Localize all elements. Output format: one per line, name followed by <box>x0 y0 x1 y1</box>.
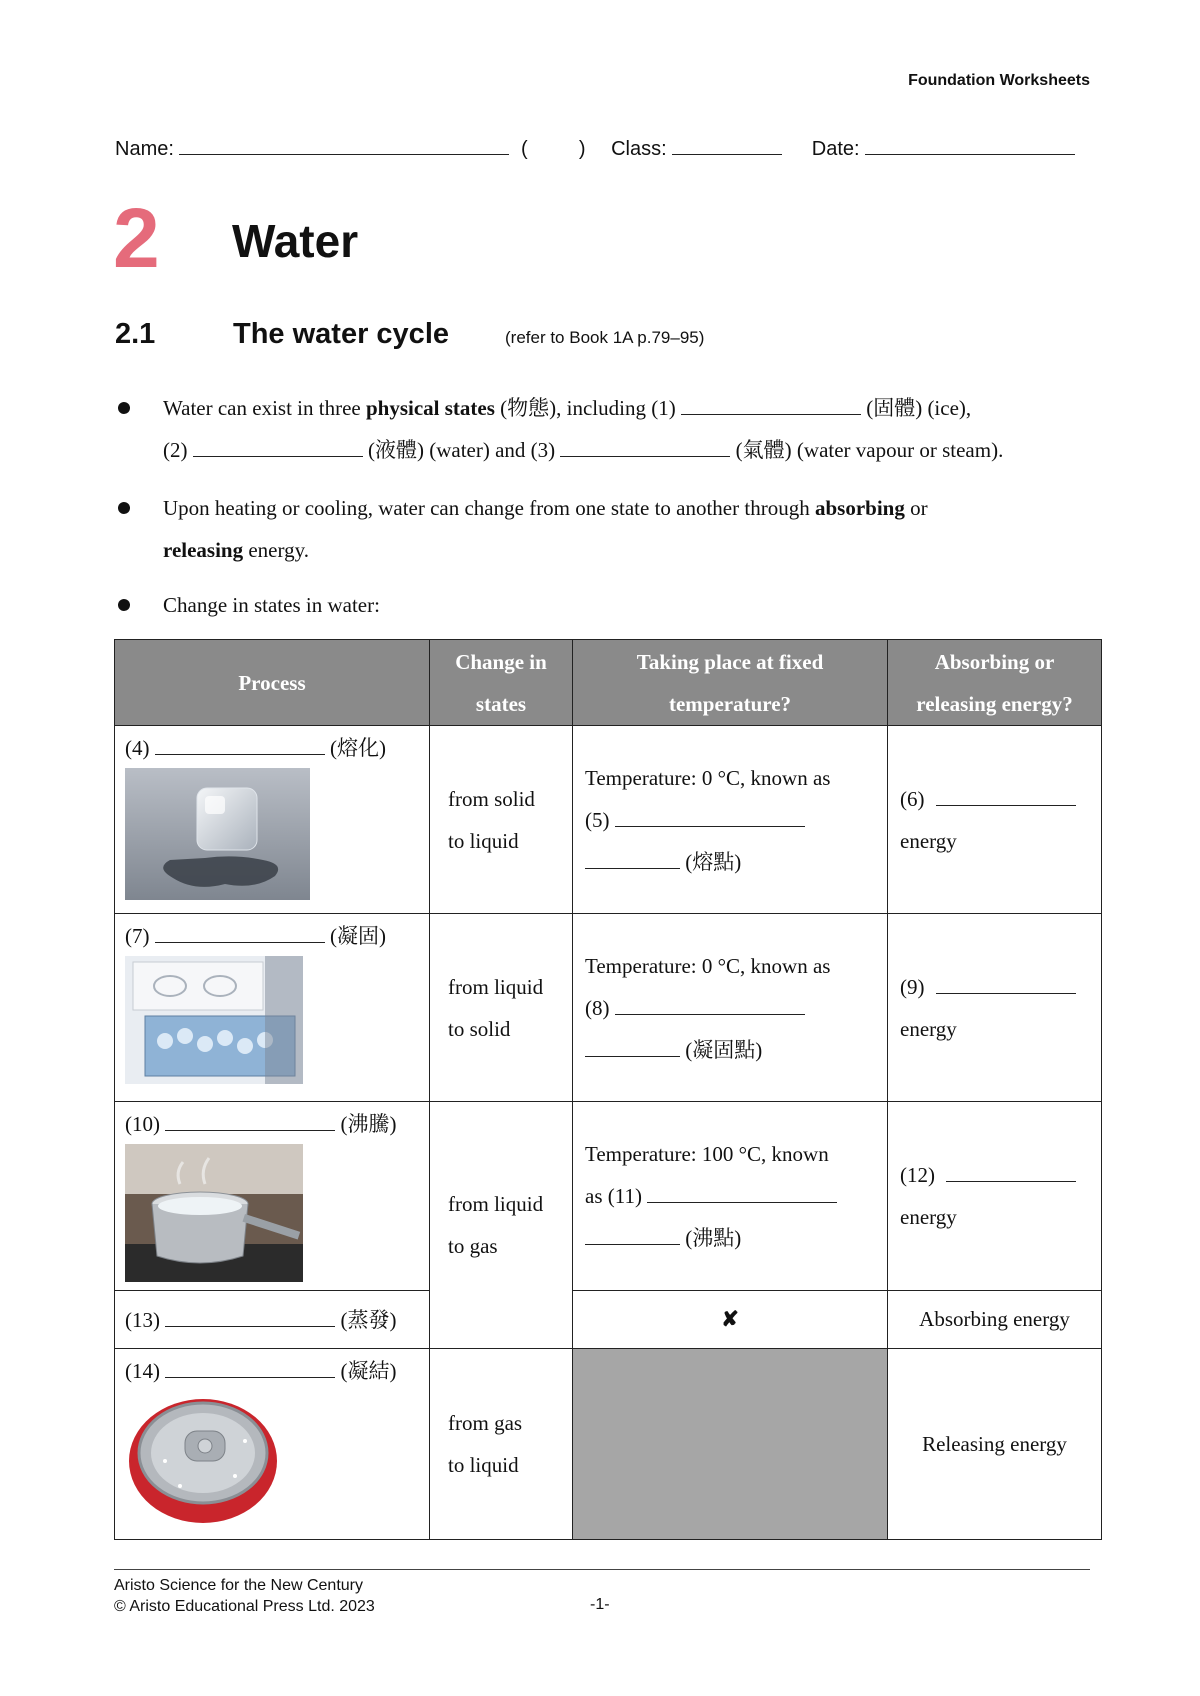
blank-1 <box>681 414 861 415</box>
change-cell-boiling-evaporation: from liquid to gas <box>430 1102 573 1349</box>
change-cell-melting: from solid to liquid <box>430 726 573 914</box>
bullet-physical-states <box>163 387 1003 471</box>
text-span: (物態), including (1) <box>494 396 681 420</box>
bold-term-absorbing: absorbing <box>814 496 905 520</box>
chapter-title: Water <box>232 215 359 267</box>
blank-10 <box>165 1130 335 1131</box>
class-label: Class: <box>611 138 667 160</box>
blank-4 <box>155 754 325 755</box>
freezer-ice-tray-image <box>125 956 303 1084</box>
chapter-number: 2 <box>113 191 160 285</box>
section-reference: (refer to Book 1A p.79–95) <box>505 328 705 347</box>
temperature-cell-freezing: Temperature: 0 °C, known as (8) (凝固點) <box>573 914 888 1102</box>
date-label: Date: <box>811 138 860 160</box>
section-title: The water cycle <box>233 318 449 350</box>
text-span: or <box>904 496 928 520</box>
table-row-melting <box>115 726 1102 914</box>
blank-11-continued <box>585 1244 680 1245</box>
bullet-change-in-states <box>163 584 380 626</box>
class-blank <box>672 154 782 155</box>
footer-divider <box>114 1569 1090 1570</box>
blank-12 <box>946 1181 1076 1182</box>
temperature-cell-melting: Temperature: 0 °C, known as (5) (熔點) <box>573 726 888 914</box>
name-label: Name: <box>115 138 174 160</box>
table-header-row <box>115 640 1102 726</box>
temperature-cell-boiling: Temperature: 100 °C, known as (11) (沸點) <box>573 1102 888 1291</box>
table-row-boiling <box>115 1102 1102 1291</box>
energy-cell-boiling: (12) energy <box>888 1102 1102 1291</box>
melting-ice-cube-image <box>125 768 310 900</box>
blank-2 <box>193 456 363 457</box>
text-span: (固體) (ice), <box>860 396 972 420</box>
process-cell-melting: (4) (熔化) <box>115 726 430 914</box>
text-span: energy. <box>243 538 310 562</box>
class-number-paren-close: ) <box>578 138 586 160</box>
text-span: Change in states in water: <box>163 593 380 617</box>
process-cell-condensation: (14) (凝結) <box>115 1349 430 1540</box>
bullet-icon <box>118 502 130 514</box>
footer-line-1: Aristo Science for the New Century <box>114 1577 363 1594</box>
blank-5-continued <box>585 868 680 869</box>
header-fixed-temperature: Taking place at fixed temperature? <box>573 640 888 726</box>
shaded-cell-condensation <box>573 1349 888 1540</box>
blank-8-continued <box>585 1056 680 1057</box>
process-cell-evaporation: (13) (蒸發) <box>115 1291 430 1349</box>
page-number: -1- <box>590 1596 610 1613</box>
footer-publisher <box>114 1575 375 1617</box>
change-of-state-table <box>114 639 1102 1540</box>
text-span: Water can exist in three <box>163 396 366 420</box>
table-row-evaporation <box>115 1291 1102 1349</box>
worksheet-series-label: Foundation Worksheets <box>908 72 1090 89</box>
header-energy: Absorbing or releasing energy? <box>888 640 1102 726</box>
header-change-in-states: Change in states <box>430 640 573 726</box>
cold-soda-can-image <box>125 1391 290 1531</box>
blank-13 <box>165 1326 335 1327</box>
student-info-row <box>115 138 1075 161</box>
bullet-icon <box>118 599 130 611</box>
footer-line-2: © Aristo Educational Press Ltd. 2023 <box>114 1598 375 1615</box>
process-cell-freezing: (7) (凝固) <box>115 914 430 1102</box>
text-span: (氣體) (water vapour or steam). <box>730 438 1004 462</box>
text-span: (2) <box>163 438 193 462</box>
blank-5 <box>615 826 805 827</box>
table-row-condensation <box>115 1349 1102 1540</box>
blank-9 <box>936 993 1076 994</box>
energy-cell-evaporation: Absorbing energy <box>888 1291 1102 1349</box>
boiling-pot-image <box>125 1144 303 1282</box>
class-number-paren-open: ( <box>521 138 528 160</box>
blank-14 <box>165 1377 335 1378</box>
blank-8 <box>615 1014 805 1015</box>
blank-11 <box>647 1202 837 1203</box>
energy-cell-freezing: (9) energy <box>888 914 1102 1102</box>
blank-7 <box>155 942 325 943</box>
bold-term-physical-states: physical states <box>365 396 495 420</box>
blank-6 <box>936 805 1076 806</box>
name-blank <box>179 154 509 155</box>
header-process: Process <box>115 640 430 726</box>
energy-cell-melting: (6) energy <box>888 726 1102 914</box>
blank-3 <box>560 456 730 457</box>
bullet-energy <box>163 487 928 571</box>
fixed-temperature-cross-icon: ✘ <box>573 1291 888 1349</box>
change-cell-freezing: from liquid to solid <box>430 914 573 1102</box>
text-span: (液體) (water) and (3) <box>362 438 561 462</box>
process-cell-boiling: (10) (沸騰) <box>115 1102 430 1291</box>
text-span: Upon heating or cooling, water can change from one state to another through <box>163 496 815 520</box>
change-cell-condensation: from gas to liquid <box>430 1349 573 1540</box>
bullet-icon <box>118 402 130 414</box>
table-row-freezing <box>115 914 1102 1102</box>
date-blank <box>865 154 1075 155</box>
energy-cell-condensation: Releasing energy <box>888 1349 1102 1540</box>
section-number: 2.1 <box>115 318 156 350</box>
bold-term-releasing: releasing <box>163 538 244 562</box>
